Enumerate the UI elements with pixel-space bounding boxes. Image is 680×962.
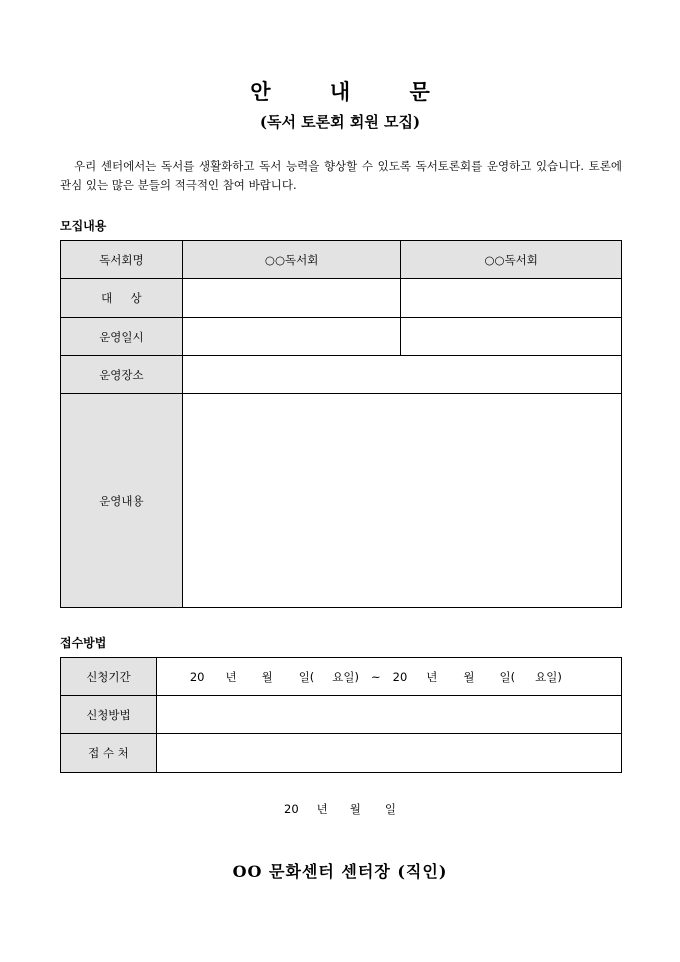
table-row	[61, 279, 622, 318]
period-label: 신청기간	[61, 658, 157, 696]
recruitment-section-label: 모집내용	[60, 219, 107, 233]
club-a-name: ○○독서회	[182, 241, 401, 279]
period-value[interactable]	[156, 658, 621, 696]
table-row	[61, 696, 622, 734]
date-month-unit: 월	[349, 802, 361, 816]
period-end-year: 20	[392, 669, 408, 684]
date-year-unit: 년	[316, 802, 328, 816]
place-value[interactable]	[156, 734, 621, 773]
table-row	[61, 241, 622, 279]
schedule-value-a[interactable]	[182, 318, 401, 356]
club-b-name: ○○독서회	[401, 241, 622, 279]
content-label: 운영내용	[61, 394, 183, 608]
method-label: 신청방법	[61, 696, 157, 734]
issue-date	[0, 802, 680, 816]
document-subtitle: (독서 토론회 회원 모집)	[259, 113, 421, 131]
document-title: 안 내 문	[250, 79, 456, 104]
signature-line: OO 문화센터 센터장 (직인)	[232, 862, 448, 881]
schedule-label: 운영일시	[61, 318, 183, 356]
table-row	[61, 318, 622, 356]
method-value[interactable]	[156, 696, 621, 734]
content-value[interactable]	[182, 394, 621, 608]
recruitment-table	[60, 240, 622, 608]
period-start-month-unit: 월	[261, 669, 273, 684]
table-row	[61, 356, 622, 394]
schedule-value-b[interactable]	[401, 318, 622, 356]
application-table	[60, 657, 622, 773]
period-start-year: 20	[189, 669, 205, 684]
club-name-label: 독서회명	[61, 241, 183, 279]
date-year: 20	[284, 802, 299, 816]
target-label: 대 상	[61, 279, 183, 318]
period-end-day: 일(	[499, 669, 516, 684]
table-row	[61, 734, 622, 773]
date-day-unit: 일	[384, 802, 396, 816]
application-section-label: 접수방법	[60, 636, 107, 650]
period-end-year-unit: 년	[426, 669, 438, 684]
target-value-b[interactable]	[401, 279, 622, 318]
period-end-month-unit: 월	[463, 669, 475, 684]
period-tilde: ~	[371, 669, 381, 684]
place-label: 접 수 처	[61, 734, 157, 773]
table-row	[61, 658, 622, 696]
period-start-year-unit: 년	[225, 669, 237, 684]
venue-value[interactable]	[182, 356, 621, 394]
period-start-weekday: 요일)	[332, 669, 360, 684]
period-end-weekday: 요일)	[535, 669, 562, 684]
period-start-day: 일(	[298, 669, 315, 684]
target-value-a[interactable]	[182, 279, 401, 318]
intro-paragraph: 우리 센터에서는 독서를 생활화하고 독서 능력을 향상할 수 있도록 독서토론회를 운영하고 있습니다. 토론에 관심 있는 많은 분들의 적극적인 참여 바랍니다.	[60, 159, 622, 192]
table-row	[61, 394, 622, 608]
venue-label: 운영장소	[61, 356, 183, 394]
